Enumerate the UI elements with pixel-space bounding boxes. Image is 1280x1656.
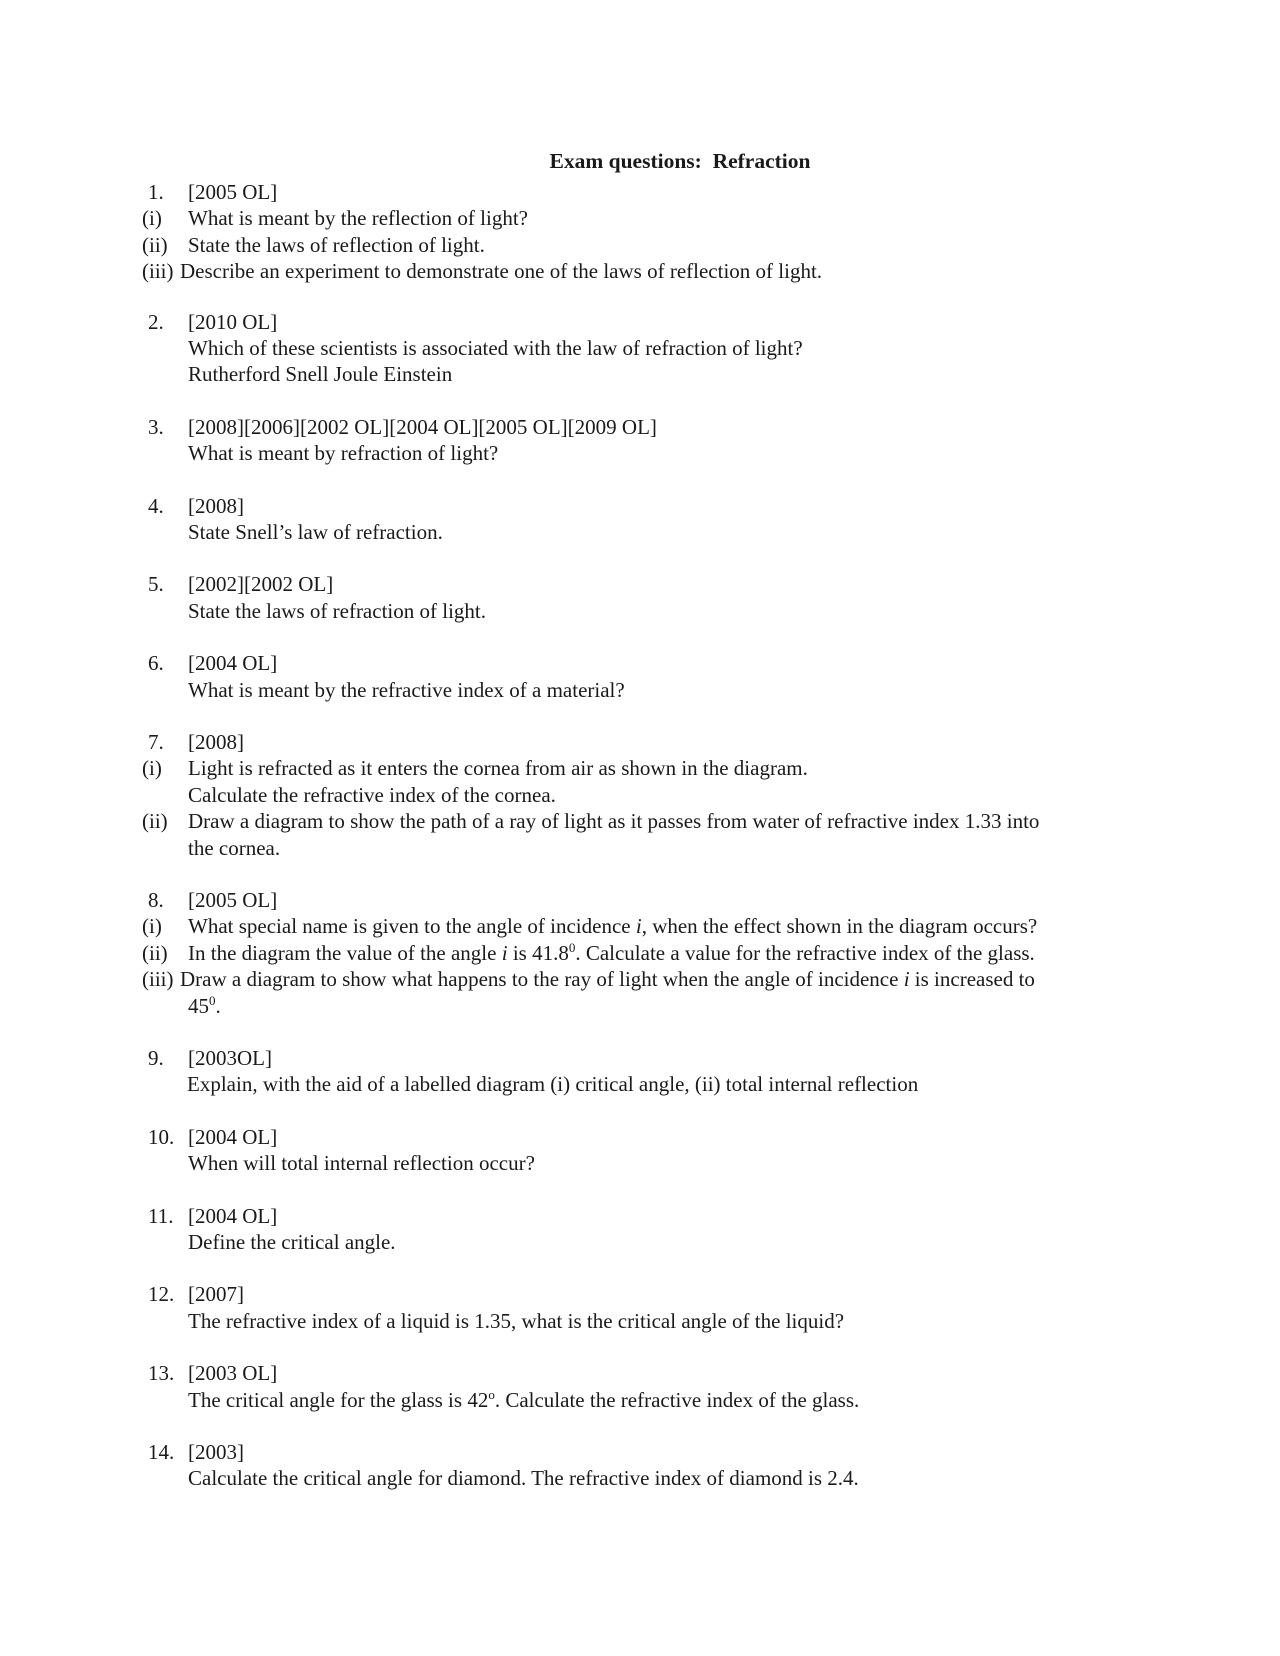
part-marker [148,1071,187,1097]
question-number: 3. [148,414,164,439]
question-tag: [2004 OL] [188,1124,278,1149]
question-number: 1. [148,180,164,204]
question-number: 14. [148,1440,175,1465]
question-3 [148,414,1148,467]
part-marker [148,335,188,361]
question-line: Draw a diagram to show the path of a ray of light as it passes from water of refractive index 1.33 into [188,809,1040,834]
question-line: Light is refracted as it enters the cornea from air as shown in the diagram. [188,756,808,781]
part-marker [148,993,188,1019]
angle-symbol: i [501,940,508,965]
question-1 [142,179,1148,285]
part-marker [148,1150,188,1176]
question-line: What is meant by refraction of light? [188,441,499,466]
question-tag: [2008] [188,493,244,518]
part-marker: (ii) [142,232,168,257]
degree-superscript: 0 [209,992,216,1008]
degree-superscript: o [488,1386,495,1402]
part-marker [148,1308,188,1334]
question-2 [148,309,1148,388]
question-line: Define the critical angle. [188,1230,396,1255]
question-line: Calculate the refractive index of the cornea. [188,782,556,807]
question-line: State Snell’s law of refraction. [188,520,443,544]
angle-symbol: i [903,967,910,992]
question-number: 6. [148,651,164,676]
question-number: 12. [148,1282,175,1307]
question-number: 10. [148,1124,175,1149]
question-14 [148,1439,1148,1492]
question-10 [148,1124,1148,1177]
question-line: What special name is given to the angle of incidence i, when the effect shown in the diagram occurs? [188,914,1038,939]
question-7 [142,729,1148,861]
part-marker [148,835,188,861]
part-marker: (i) [142,756,162,781]
question-tag: [2008][2006][2002 OL][2004 OL][2005 OL][2009 OL] [188,414,657,439]
question-13 [148,1360,1148,1413]
question-line: In the diagram the value of the angle i is 41.8$^0$. Calculate a value for the refractive index of the glass. [188,939,1035,965]
question-number: 9. [148,1046,164,1071]
question-12 [148,1281,1148,1334]
question-tag: [2003 OL] [188,1361,278,1386]
part-marker [148,519,188,545]
degree-superscript: 0 [568,939,576,955]
question-tag: [2004 OL] [188,1203,278,1228]
part-marker: (ii) [142,940,168,965]
question-number: 5. [148,572,164,597]
question-number: 2. [148,309,164,334]
question-tag: [2004 OL] [188,651,278,676]
part-marker: (iii) [142,967,174,992]
question-line: Draw a diagram to show what happens to the ray of light when the angle of incidence i is increased to [180,967,1035,992]
question-tag: [2007] [188,1282,244,1307]
part-marker [148,361,188,387]
question-tag: [2005 OL] [188,180,278,204]
question-line: State the laws of refraction of light. [188,598,486,623]
question-tag: [2002][2002 OL] [188,572,334,597]
question-tag: [2010 OL] [188,309,278,334]
part-marker [148,1387,188,1413]
page-title: Exam questions: Refraction [549,149,811,173]
question-tag: [2003] [188,1440,244,1465]
question-line: the cornea. [188,835,281,860]
question-number: 13. [148,1361,175,1386]
question-number: 8. [148,888,164,913]
question-number: 4. [148,493,164,518]
part-marker [148,440,188,466]
part-marker [148,1229,188,1255]
question-tag: [2005 OL] [188,888,278,913]
part-marker: (i) [142,914,162,939]
angle-symbol: i [635,914,642,939]
question-line: The refractive index of a liquid is 1.35, what is the critical angle of the liquid? [188,1308,845,1333]
question-line: What is meant by the refractive index of a material? [188,677,625,702]
question-line: State the laws of reflection of light. [188,232,485,257]
question-number: 7. [148,730,164,754]
question-line: $45^0$. [188,992,221,1018]
part-marker: (ii) [142,809,168,834]
question-line: What is meant by the reflection of light? [188,206,528,231]
question-4 [148,493,1148,546]
question-8 [142,887,1148,1019]
question-list [142,179,1148,1518]
part-marker [148,677,188,703]
question-line: Which of these scientists is associated with the law of refraction of light? [188,336,803,360]
question-9 [148,1045,1148,1098]
part-marker: (i) [142,206,162,231]
question-line: The critical angle for the glass is 42$^o$. Calculate the refractive index of the glass. [188,1386,860,1412]
question-line: Explain, with the aid of a labelled diagram (i) critical angle, (ii) total internal reflection [187,1072,919,1097]
question-11 [148,1203,1148,1256]
question-number: 11. [148,1203,174,1228]
question-tag: [2003OL] [188,1046,272,1071]
question-line: Rutherford Snell Joule Einstein [188,362,453,387]
question-tag: [2008] [188,730,244,754]
part-marker [148,1465,188,1491]
question-6 [148,650,1148,703]
question-line: Describe an experiment to demonstrate one of the laws of reflection of light. [180,259,823,284]
question-5 [148,571,1148,624]
part-marker [148,782,188,808]
part-marker [148,598,188,624]
question-line: Calculate the critical angle for diamond. The refractive index of diamond is 2.4. [188,1466,859,1491]
part-marker: (iii) [142,259,174,284]
question-line: When will total internal reflection occur? [188,1151,535,1176]
